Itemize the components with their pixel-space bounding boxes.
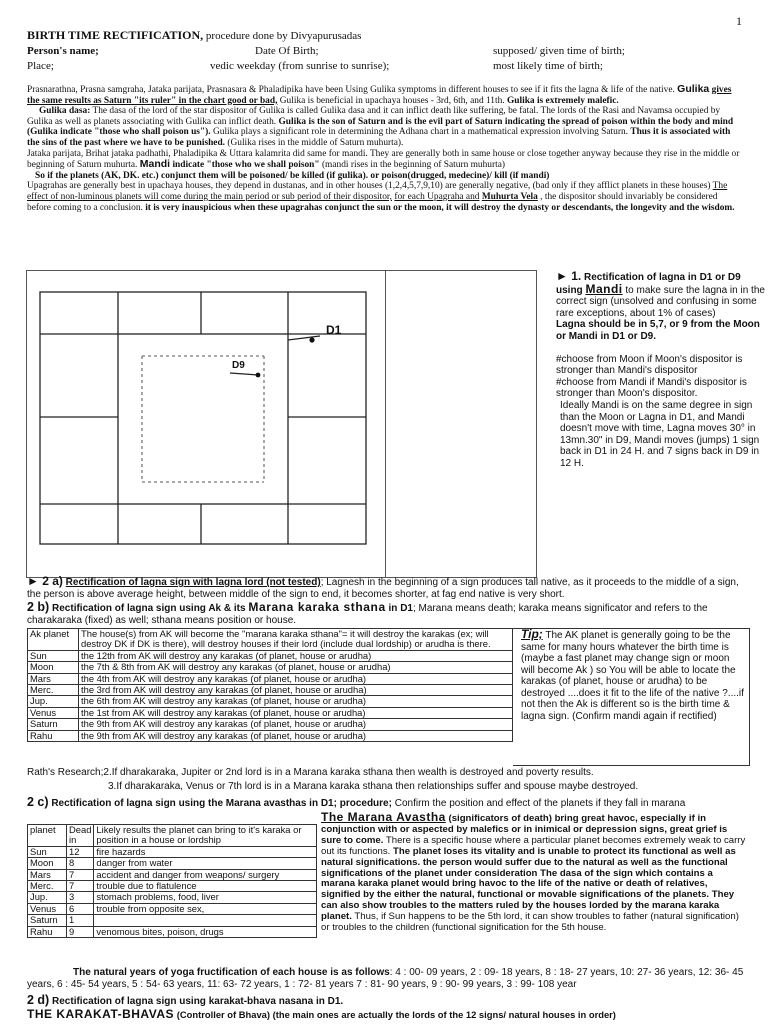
intro-gulika: Gulika <box>677 83 710 95</box>
intro-p2c: Gulika plays a significant role in determining the Adhana chart in a mathematical expression involving Saturn. <box>212 127 628 138</box>
s2b-mks: Marana karaka sthana <box>248 600 386 614</box>
table-row <box>28 673 513 684</box>
intro-p4: So if the planets (AK, DK. etc.) conjunct them will be poisoned/ be killed (if gulika). or poison(drugged, medecine)/ kill (if mandi) <box>35 170 550 181</box>
tip-box <box>521 629 745 722</box>
table-row <box>28 915 317 926</box>
marana-title: The Marana Avastha <box>321 810 446 824</box>
section-2b <box>27 602 747 626</box>
avastha-planet: Mars <box>28 869 67 880</box>
step1-ideal: Ideally Mandi is on the same degree in sign than the Moon or Lagna in D1, and Mandi doesn't move with time, Lagna moves 30° in 13mn.30" in D9, Mandi moves (jumps) 1 sign back in D1 in 24 H. and 7 signs back in D9 in 12 H. <box>560 399 760 469</box>
d9-marker <box>256 373 261 378</box>
ak-head-planet: Ak planet <box>28 629 79 651</box>
intro-gulika-dasa: Gulika dasa: <box>39 106 91 117</box>
blank-column-frame <box>384 270 537 578</box>
intro-p3b: indicate "those who we shall poison" <box>172 160 320 171</box>
doc-title-line <box>27 29 361 43</box>
intro-p5f: it is very inauspicious when these upagrahas conjunct the sun or the moon, it will destroy the dynasty or descendants, the longevity and the wisdom. <box>145 202 735 213</box>
s2d-marker: 2 d) <box>27 993 50 1007</box>
page-number: 1 <box>736 14 742 28</box>
avastha-planet: Sun <box>28 846 67 857</box>
avastha-dead: 8 <box>67 858 94 869</box>
avastha-dead: 6 <box>67 903 94 914</box>
intro-p2b: Gulika is the son of Saturn and is the evil part of Saturn indicating the spread of poison within the body and mind (Gulika indicate "those who shall poison us"). <box>27 116 734 138</box>
step1-choice-moon: #choose from Moon if Moon's dispositor is stronger than Mandi's dispositor <box>556 353 743 377</box>
table-row <box>28 903 317 914</box>
tip-label: Tip; <box>521 627 543 641</box>
table-row <box>28 719 513 730</box>
s2b-title: Rectification of lagna sign using Ak & its <box>52 603 246 614</box>
section-2d <box>27 995 747 1008</box>
avastha-planet: Jup. <box>28 892 67 903</box>
avastha-dead: 9 <box>67 926 94 937</box>
intro-mandi: Mandi <box>139 158 171 171</box>
intro-p5b: The effect of non-luminous planets will come during the main period or sub period of their dispositor, <box>27 181 728 202</box>
table-row <box>28 696 513 707</box>
table-row <box>28 892 317 903</box>
ak-planet: Saturn <box>28 719 79 730</box>
ak-text: the 9th from AK will destroy any karakas (of planet, house or arudha) <box>79 730 513 741</box>
ak-planet: Moon <box>28 662 79 673</box>
avastha-head-results: Likely results the planet can bring to it's karaka or position in a house or lordship <box>94 825 317 847</box>
avastha-dead: 7 <box>67 869 94 880</box>
raths-research-1: Rath's Research;2.If dharakaraka, Jupiter or 2nd lord is in a Marana karaka sthana then wealth is destroyed and poverty results. <box>27 767 594 778</box>
avastha-planet: Rahu <box>28 926 67 937</box>
table-row <box>28 650 513 661</box>
s2d-title: Rectification of lagna sign using karakat-bhava nasana in D1. <box>52 996 344 1007</box>
avastha-planet: Merc. <box>28 881 67 892</box>
table-row <box>28 685 513 696</box>
ak-planet: Jup. <box>28 696 79 707</box>
weekday-label: vedic weekday (from sunrise to sunrise); <box>210 60 390 72</box>
marana-t2: There is a specific house where a particular planet becomes extremely weak to carry out its functions. <box>321 834 746 857</box>
avastha-header <box>28 825 317 847</box>
avastha-dead: 3 <box>67 892 94 903</box>
table-row <box>28 858 317 869</box>
avastha-result: stomach problems, food, liver <box>94 892 317 903</box>
table-row <box>28 730 513 741</box>
avastha-dead: 7 <box>67 881 94 892</box>
s2c-marker: 2 c) <box>27 795 49 809</box>
doc-title-note: procedure done by Divyapurusadas <box>205 30 362 42</box>
intro-p2e: (Gulika rises in the middle of Saturn muhurta). <box>227 137 404 148</box>
s2a-text: ; Lagnesh in the beginning of a sign produces tall native, as it proceeds to the middle of a sign, the person is above average height, between middle of the sign to end, it becomes shorter, at fag end native is very short. <box>27 577 739 600</box>
avastha-head-dead: Dead in <box>67 825 94 847</box>
avastha-dead: 12 <box>67 846 94 857</box>
step1-choice-mandi: #choose from Mandi if Mandi's dispositor is stronger than Moon's dispositor. <box>556 376 747 400</box>
supposed-time-label: supposed/ given time of birth; <box>493 45 625 57</box>
s2a-marker: ► 2 a) <box>27 574 63 588</box>
avastha-result: accident and danger from weapons/ surgery <box>94 869 317 880</box>
avastha-result: fire hazards <box>94 846 317 857</box>
table-row <box>28 881 317 892</box>
avastha-dead: 1 <box>67 915 94 926</box>
marana-avastha-text <box>321 812 749 934</box>
s2c-text: Confirm the position and effect of the planets if they fall in marana <box>394 798 686 809</box>
ak-planet: Rahu <box>28 730 79 741</box>
ak-text: the 9th from AK will destroy any karakas (of planet, house or arudha) <box>79 719 513 730</box>
intro-p3a: Jataka parijata, Brihat jataka padhathi, Phaladipika & Uttara kalamrita did same for mandi. They are generally both in same house or close together anyway because they rise in the middle or beginning of Saturn muhurta. <box>27 148 740 171</box>
natural-years-label: The natural years of yoga fructification of each house is as follows <box>73 967 390 978</box>
ak-text: the 6th from AK will destroy any karakas (of planet, house or arudha) <box>79 696 513 707</box>
ak-text: the 12th from AK will destroy any karakas (of planet, house or arudha) <box>79 650 513 661</box>
intro-p3c: (mandi rises in the beginning of Saturn muhurta) <box>321 160 505 171</box>
ak-head-house: The house(s) from AK will become the "marana karaka sthana"= it will destroy the karakas (ex; will destroy DK if DK is there), will destroy houses if their lord (include dual lordship) or arudha is there. <box>79 629 513 651</box>
karakat-text: (Controller of Bhava) (the main ones are actually the lords of the 12 signs/ natural houses in order) <box>176 1009 616 1020</box>
karakat-title: THE KARAKAT-BHAVAS <box>27 1007 174 1021</box>
natural-years-text: : 4 : 00- 09 years, 2 : 09- 18 years, 8 : 18- 27 years, 10: 27- 36 years, 12: 36- 45 years, 6 : 45- 54 years, 5 : 54- 63 years, 11: 63- 72 years, 1 : 72- 81 years 7 : 81- 90 years, 9 : 90- 99 years, 3 : 99- 108 year <box>27 967 744 990</box>
avastha-planet: Venus <box>28 903 67 914</box>
tip-text: The AK planet is generally going to be the same for many hours whatever the birth time is (maybe a fast planet may change sign or moon will become Ak ) so You will be able to locate the karakas (of planet, house or arudha) to be destroyed ....does it fit to the life of the native ?....if not then the Ak is different so is the birth time & lagna sign. (Confirm mandi again if rectified) <box>521 630 744 722</box>
s2b-text: ; Marana means death; karaka means significator and refers to the charakaraka (fixed) as well; sthana means position or house. <box>27 603 708 626</box>
avastha-result: danger from water <box>94 858 317 869</box>
intro-p5e: , the dispositor should invariably be considered before coming to a conclusion. <box>27 191 718 213</box>
s2b-in-d1: in D1 <box>388 603 413 614</box>
marana-t4: The dasa of the sign which contains a marana karaka planet would bring havoc to the life of the native or death of relatives, signified by the either the natural, functional or movable significations of the planets. They can also show troubles to the matters ruled by the houses lorded by the marana karaka planet. <box>321 867 735 923</box>
intro-text <box>27 84 741 213</box>
avastha-head-planet: planet <box>28 825 67 847</box>
ak-planet: Merc. <box>28 685 79 696</box>
ak-text: the 4th from AK will destroy any karakas (of planet, house or arudha) <box>79 673 513 684</box>
intro-p2a: The dasa of the lord of the star dispositor of Gulika is called Gulika dasa and it can inflict death like suffering, be fatal. The lords of the Rasi and Navamsa occupied by Gulika as well as planets associating with Gulika can inflict death. <box>27 106 721 127</box>
step1-rule: Lagna should be in 5,7, or 9 from the Moon or Mandi in D1 or D9. <box>556 319 760 342</box>
step1-marker: ► 1. <box>556 269 582 283</box>
avastha-planet: Saturn <box>28 915 67 926</box>
intro-p2d: Thus it is associated with the sins of the past where we have to be punished. <box>27 127 731 148</box>
ak-planet: Sun <box>28 650 79 661</box>
marana-t1: (significators of death) bring great havoc, especially if in conjunction with or aspected by malefics or in inimical or depression signs, great grief is sure to come. <box>321 813 728 846</box>
ak-text: the 3rd from AK will destroy any karakas (of planet, house or arudha) <box>79 685 513 696</box>
persons-name-label: Person's name; <box>27 45 99 57</box>
section-2c <box>27 797 747 810</box>
step1-mandi: Mandi <box>585 281 623 296</box>
intro-p1b: gives the same results as Saturn "its ruler" in the chart good or bad, <box>27 85 732 106</box>
likely-time-label: most likely time of birth; <box>493 60 603 72</box>
s2b-marker: 2 b) <box>27 600 50 614</box>
chart-inner-square <box>118 334 288 504</box>
intro-p1a: Prasnarathna, Prasna samgraha, Jataka parijata, Prasnasara & Phaladipika have been Using Gulika symptoms in different houses to see if it fits the lagna & life of the native. <box>27 85 675 95</box>
intro-p5a: Upagrahas are generally best in upachaya houses, they depend in dustanas, and in other houses (1,2,4,5,7,9,10) are generally negative, (bad only if they afflict planets in these houses) <box>27 181 711 192</box>
raths-research-2: 3.If dharakaraka, Venus or 7th lord is in a Marana karaka sthana then relationships suffer and spouse maybe destroyed. <box>108 781 639 792</box>
karakat-bhavas <box>27 1009 747 1022</box>
table-row <box>28 869 317 880</box>
intro-p1c: Gulika is beneficial in upachaya houses - 3rd, 6th, and 11th. <box>279 95 505 106</box>
ak-table <box>27 628 513 742</box>
table-row <box>28 707 513 718</box>
avastha-result: venomous bites, poison, drugs <box>94 926 317 937</box>
step1-panel <box>556 271 768 470</box>
ak-text: the 1st from AK will destroy any karakas (of planet, house or arudha) <box>79 707 513 718</box>
ak-planet: Mars <box>28 673 79 684</box>
ak-planet: Venus <box>28 707 79 718</box>
ak-table-header <box>28 629 513 651</box>
avastha-result: trouble due to flatulence <box>94 881 317 892</box>
ak-text: the 7th & 8th from AK will destroy any karakas (of planet, house or arudha) <box>79 662 513 673</box>
table-row <box>28 662 513 673</box>
birth-chart-drawing <box>26 270 384 576</box>
avastha-table <box>27 824 317 938</box>
section-2a <box>27 576 747 600</box>
d1-marker <box>309 337 314 342</box>
intro-p5d: Muhurta Vela <box>481 191 538 202</box>
d9-label: D9 <box>232 360 245 371</box>
s2a-title: Rectification of lagna sign with lagna lord (not tested) <box>65 577 321 588</box>
intro-p5c: for each Upagraha and <box>394 191 480 202</box>
avastha-result <box>94 915 317 926</box>
avastha-result: trouble from opposite sex, <box>94 903 317 914</box>
s2c-title: Rectification of lagna sign using the Marana avasthas in D1; procedure; <box>51 798 392 809</box>
avastha-planet: Moon <box>28 858 67 869</box>
date-of-birth-label: Date Of Birth; <box>255 45 319 57</box>
intro-p1d: Gulika is extremely malefic. <box>506 95 619 106</box>
natural-years <box>27 967 749 990</box>
doc-title: BIRTH TIME RECTIFICATION, <box>27 28 204 42</box>
d1-label: D1 <box>326 323 342 337</box>
marana-t5: Thus, if Sun happens to be the 5th lord, it can show troubles to father (natural signification) or troubles to the children (functional signification for the 5th house. <box>321 911 739 934</box>
table-row <box>28 926 317 937</box>
table-row <box>28 846 317 857</box>
place-label: Place; <box>27 60 54 72</box>
step1-title: Rectification of lagna in D1 or D9 using <box>556 272 741 296</box>
marana-t3: The planet loses its vitality and is unable to protect its functional as well as natural significations. the person would suffer due to the natural as well as the functional significations of the planet under consideration <box>321 845 736 879</box>
step1-desc: to make sure the lagna in in the correct sign (unsolved and confusing in some rare exceptions, about 1% of cases) <box>556 284 765 319</box>
